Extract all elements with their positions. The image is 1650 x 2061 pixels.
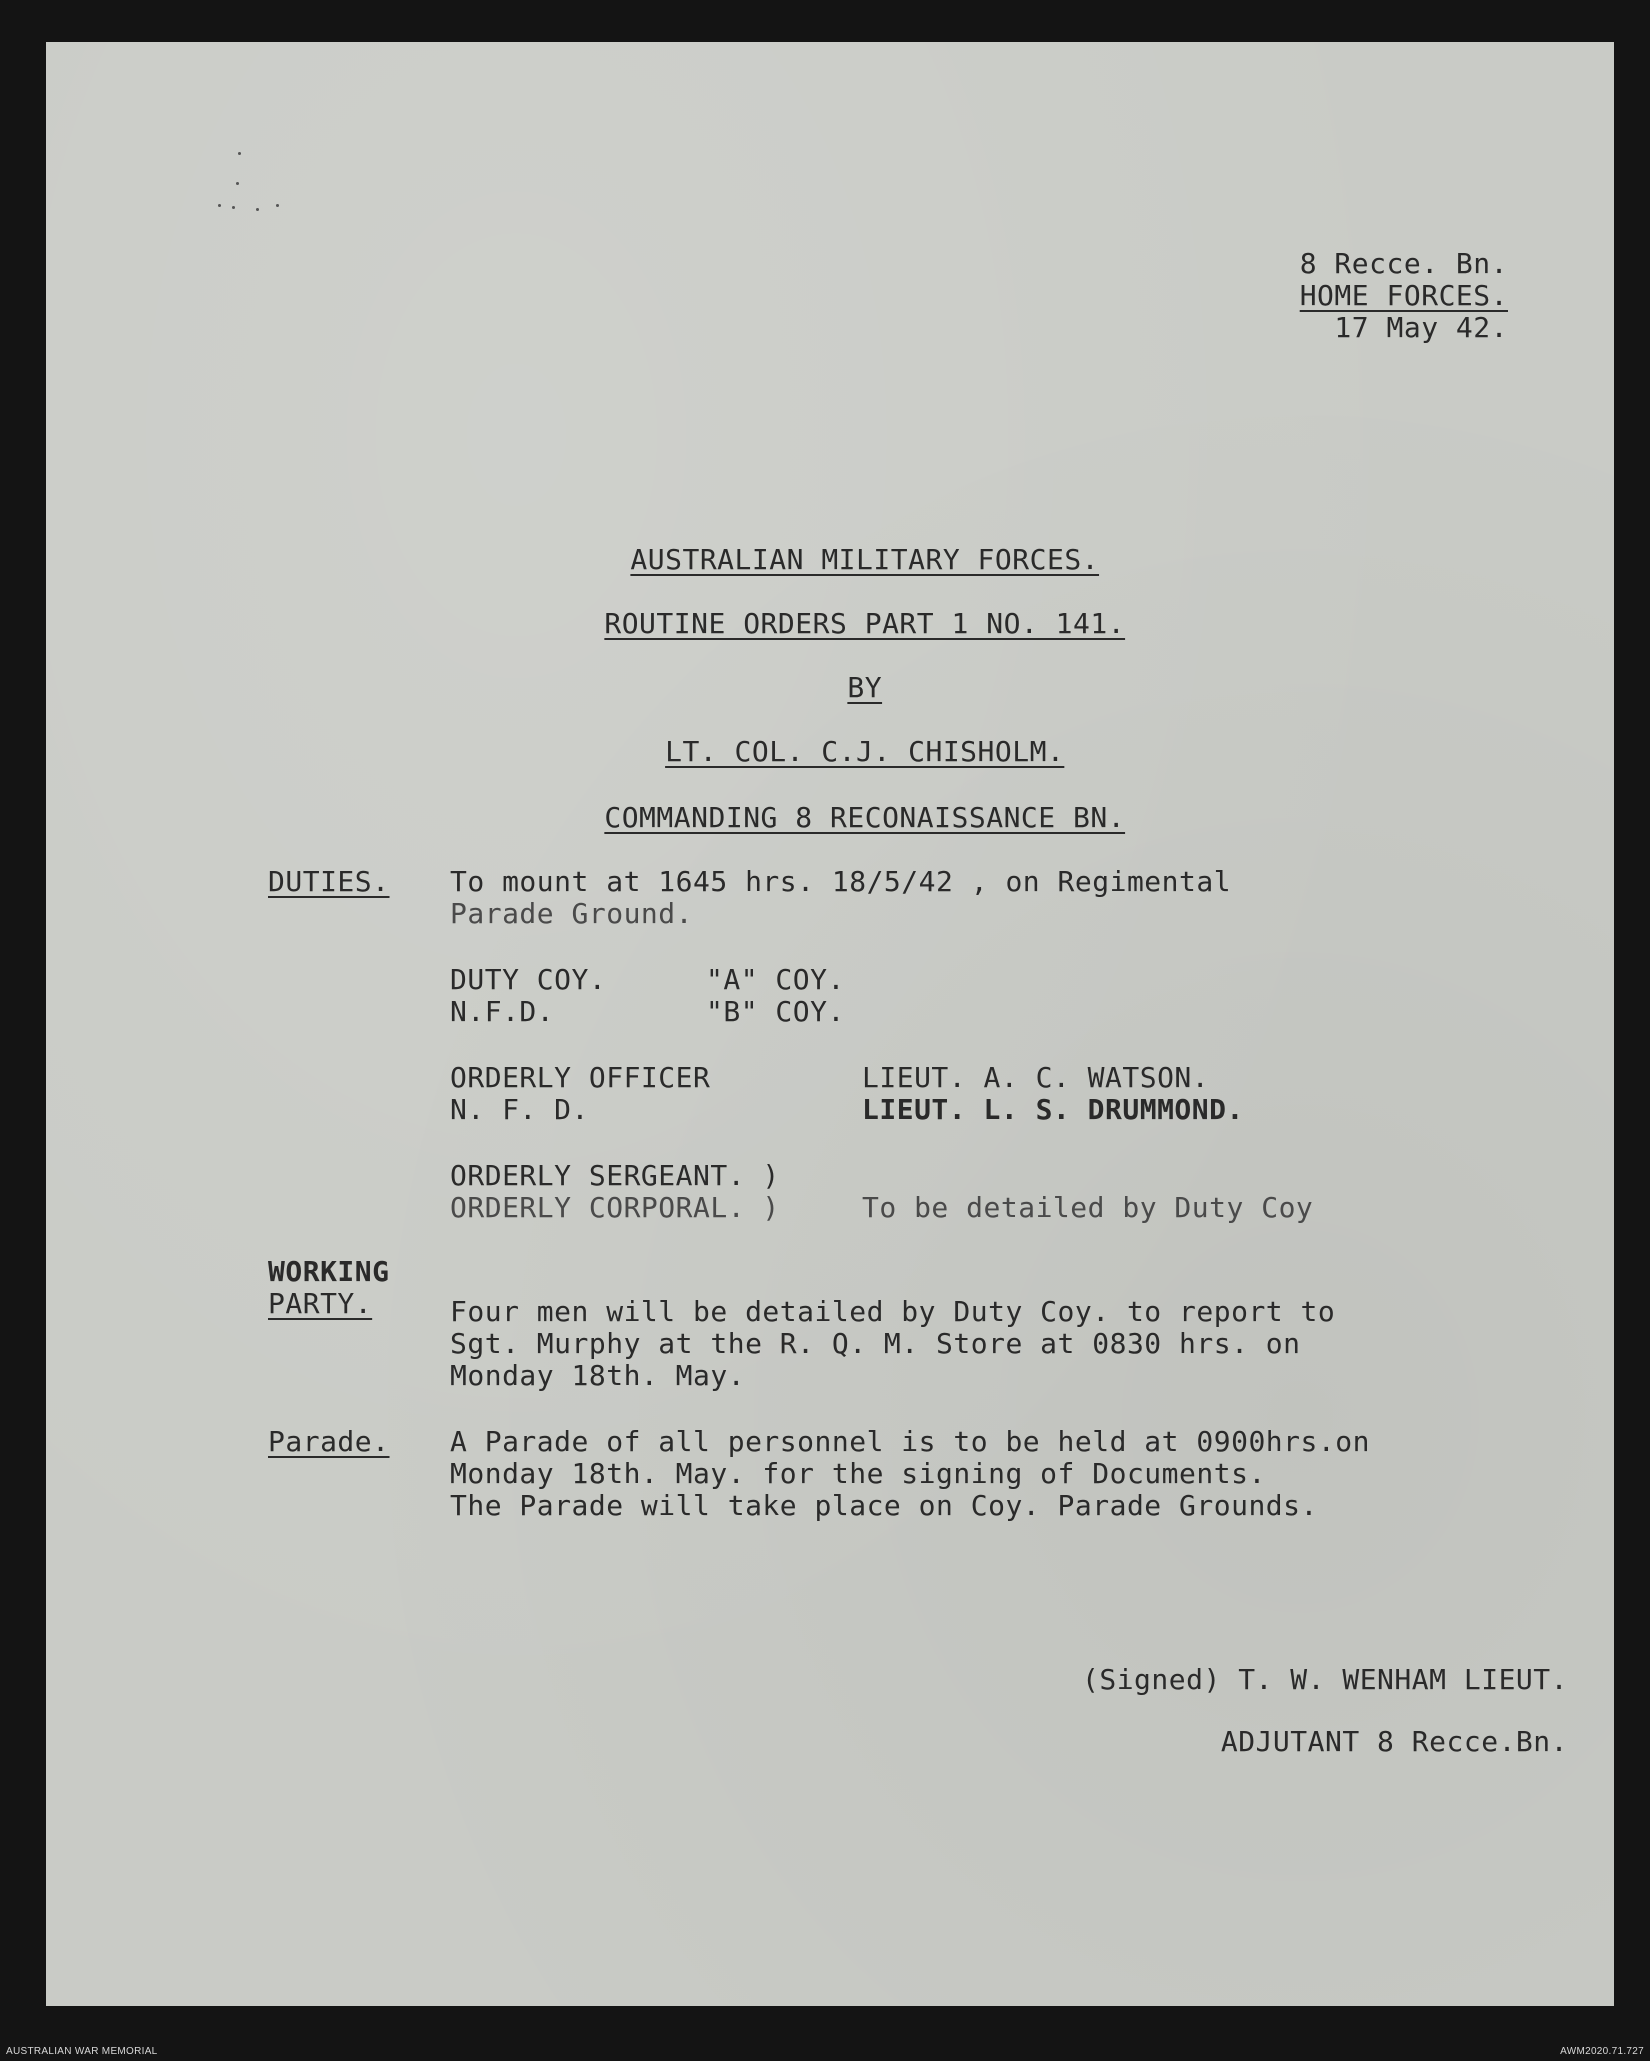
working-heading: WORKING bbox=[268, 1255, 390, 1288]
speck bbox=[232, 206, 235, 209]
parade-line2: Monday 18th. May. for the signing of Documents. bbox=[450, 1457, 1266, 1490]
duties-line1: To mount at 1645 hrs. 18/5/42 , on Regimental bbox=[450, 865, 1232, 898]
header-unit: 8 Recce. Bn. bbox=[1299, 247, 1508, 280]
ink-specks bbox=[216, 152, 306, 232]
orderly-corporal: ORDERLY CORPORAL. ) bbox=[450, 1191, 780, 1224]
signature-line: (Signed) T. W. WENHAM LIEUT. bbox=[1081, 1663, 1568, 1696]
detail-note: To be detailed by Duty Coy bbox=[862, 1191, 1314, 1224]
speck bbox=[276, 204, 279, 207]
footer-accession-number: AWM2020.71.727 bbox=[1560, 2046, 1644, 2057]
parade-line3: The Parade will take place on Coy. Parade Grounds. bbox=[450, 1489, 1318, 1522]
title-forces: AUSTRALIAN MILITARY FORCES. bbox=[630, 543, 1100, 576]
title-commander: LT. COL. C.J. CHISHOLM. bbox=[665, 735, 1065, 768]
speck bbox=[238, 152, 241, 155]
header-force: HOME FORCES. bbox=[1299, 279, 1508, 312]
orderly-sergeant: ORDERLY SERGEANT. ) bbox=[450, 1159, 780, 1192]
duty-coy-value: "A" COY. bbox=[706, 963, 845, 996]
title-routine-orders: ROUTINE ORDERS PART 1 NO. 141. bbox=[604, 607, 1126, 640]
working-line3: Monday 18th. May. bbox=[450, 1359, 746, 1392]
adjutant-line: ADJUTANT 8 Recce.Bn. bbox=[1220, 1725, 1568, 1758]
duties-heading: DUTIES. bbox=[268, 865, 390, 898]
speck bbox=[218, 204, 221, 207]
parade-line1: A Parade of all personnel is to be held at 0900hrs.on bbox=[450, 1425, 1370, 1458]
duties-line2: Parade Ground. bbox=[450, 897, 694, 930]
orderly-officer-label: ORDERLY OFFICER bbox=[450, 1061, 711, 1094]
working-line1: Four men will be detailed by Duty Coy. to report to bbox=[450, 1295, 1336, 1328]
orderly-officer-value: LIEUT. A. C. WATSON. bbox=[862, 1061, 1210, 1094]
header-date: 17 May 42. bbox=[1334, 311, 1508, 344]
party-heading: PARTY. bbox=[268, 1287, 373, 1320]
document-page bbox=[46, 42, 1614, 2006]
footer-archive-name: AUSTRALIAN WAR MEMORIAL bbox=[6, 2046, 158, 2057]
parade-heading: Parade. bbox=[268, 1425, 390, 1458]
nfd2-label: N. F. D. bbox=[450, 1093, 589, 1126]
title-command: COMMANDING 8 RECONAISSANCE BN. bbox=[604, 801, 1126, 834]
speck bbox=[236, 182, 239, 185]
nfd-label: N.F.D. bbox=[450, 995, 555, 1028]
nfd-value: "B" COY. bbox=[706, 995, 845, 1028]
title-by: BY bbox=[847, 671, 883, 704]
nfd2-value: LIEUT. L. S. DRUMMOND. bbox=[862, 1093, 1244, 1126]
speck bbox=[256, 208, 259, 211]
duty-coy-label: DUTY COY. bbox=[450, 963, 607, 996]
working-line2: Sgt. Murphy at the R. Q. M. Store at 0830 hrs. on bbox=[450, 1327, 1301, 1360]
title-line bbox=[46, 770, 1614, 866]
